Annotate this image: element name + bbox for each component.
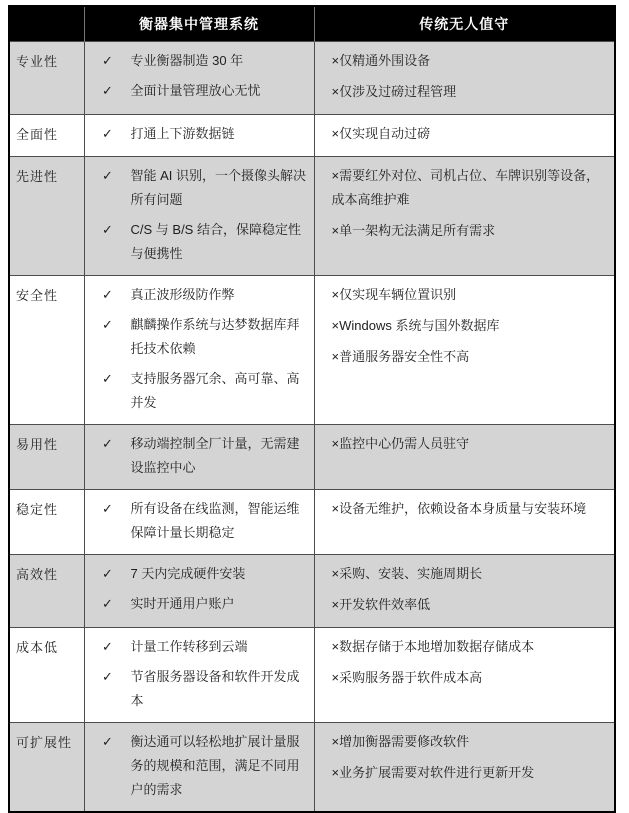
traditional-cell	[314, 424, 615, 489]
header-row	[9, 6, 615, 41]
product-cell	[84, 114, 314, 156]
product-cell	[84, 275, 314, 424]
product-cell	[84, 627, 314, 722]
traditional-item	[332, 219, 609, 243]
product-item-text: 移动端控制全厂计量，无需建设监控中心	[130, 435, 300, 475]
product-item-text: 打通上下游数据链	[130, 125, 235, 141]
product-item	[85, 122, 309, 146]
table-header	[9, 6, 615, 41]
traditional-item-text: 设备无维护，依赖设备本身质量与安装环境	[339, 500, 587, 516]
traditional-item-text: 普通服务器安全性不高	[339, 348, 470, 364]
header-cell-empty	[9, 6, 84, 41]
cross-icon: ×	[331, 317, 340, 333]
traditional-cell	[314, 156, 615, 275]
row-label: 先进性	[9, 156, 84, 275]
cross-icon: ×	[331, 733, 340, 749]
traditional-item-text: 开发软件效率低	[339, 596, 431, 612]
cross-icon: ×	[331, 565, 340, 581]
header-cell-traditional: 传统无人值守	[314, 6, 615, 41]
traditional-item	[332, 593, 609, 617]
traditional-item-text: 仅实现车辆位置识别	[339, 286, 457, 302]
product-cell	[84, 554, 314, 627]
table-row	[9, 275, 615, 424]
traditional-item-text: 仅精通外围设备	[339, 52, 431, 68]
traditional-cell	[314, 275, 615, 424]
traditional-item	[332, 345, 609, 369]
product-item-text: 专业衡器制造 30 年	[130, 52, 244, 68]
product-item	[85, 218, 309, 266]
traditional-cell	[314, 41, 615, 114]
traditional-item	[332, 730, 609, 754]
product-cell	[84, 156, 314, 275]
traditional-item	[332, 432, 609, 456]
cross-icon: ×	[331, 286, 340, 302]
traditional-item	[332, 497, 609, 521]
table-row	[9, 114, 615, 156]
product-item-text: 支持服务器冗余、高可靠、高并发	[130, 370, 300, 410]
product-item-text: 计量工作转移到云端	[130, 638, 248, 654]
table-row	[9, 41, 615, 114]
traditional-item	[332, 635, 609, 659]
check-icon: ✓	[102, 638, 113, 654]
traditional-cell	[314, 114, 615, 156]
product-item	[85, 562, 309, 586]
cross-icon: ×	[331, 596, 340, 612]
row-label: 可扩展性	[9, 722, 84, 812]
table-row	[9, 489, 615, 554]
row-label: 全面性	[9, 114, 84, 156]
row-label: 易用性	[9, 424, 84, 489]
product-item	[85, 283, 309, 307]
traditional-item-text: 数据存储于本地增加数据存储成本	[339, 638, 535, 654]
check-icon: ✓	[102, 370, 113, 386]
product-item	[85, 164, 309, 212]
traditional-item-text: 仅实现自动过磅	[339, 125, 431, 141]
traditional-item	[332, 49, 609, 73]
product-item	[85, 635, 309, 659]
table-row	[9, 554, 615, 627]
traditional-item-text: 采购服务器于软件成本高	[339, 669, 483, 685]
cross-icon: ×	[331, 348, 340, 364]
cross-icon: ×	[331, 669, 340, 685]
check-icon: ✓	[102, 565, 113, 581]
cross-icon: ×	[331, 764, 340, 780]
check-icon: ✓	[102, 52, 113, 68]
traditional-item-text: 采购、安装、实施周期长	[339, 565, 483, 581]
product-item-text: 7 天内完成硬件安装	[130, 565, 246, 581]
product-item-text: 节省服务器设备和软件开发成本	[130, 668, 300, 708]
row-label: 稳定性	[9, 489, 84, 554]
traditional-item	[332, 283, 609, 307]
product-item	[85, 730, 309, 802]
product-item	[85, 665, 309, 713]
check-icon: ✓	[102, 221, 113, 237]
cross-icon: ×	[331, 435, 340, 451]
product-item-text: 衡达通可以轻松地扩展计量服务的规模和范围，满足不同用户的需求	[130, 733, 300, 797]
product-cell	[84, 722, 314, 812]
product-item	[85, 79, 309, 103]
cross-icon: ×	[331, 638, 340, 654]
product-item-text: 智能 AI 识别，一个摄像头解决所有问题	[130, 167, 307, 207]
traditional-cell	[314, 627, 615, 722]
traditional-cell	[314, 722, 615, 812]
check-icon: ✓	[102, 595, 113, 611]
row-label: 成本低	[9, 627, 84, 722]
table-row	[9, 424, 615, 489]
traditional-item	[332, 562, 609, 586]
product-item	[85, 592, 309, 616]
traditional-item-text: 监控中心仍需人员驻守	[339, 435, 470, 451]
traditional-item-text: 仅涉及过磅过程管理	[339, 83, 457, 99]
row-label: 高效性	[9, 554, 84, 627]
product-item-text: 麒麟操作系统与达梦数据库拜托技术依赖	[130, 316, 300, 356]
traditional-item	[332, 122, 609, 146]
check-icon: ✓	[102, 167, 113, 183]
cross-icon: ×	[331, 52, 340, 68]
product-item-text: 所有设备在线监测，智能运维保障计量长期稳定	[130, 500, 300, 540]
product-item	[85, 432, 309, 480]
product-item	[85, 313, 309, 361]
traditional-item	[332, 666, 609, 690]
check-icon: ✓	[102, 286, 113, 302]
check-icon: ✓	[102, 316, 113, 332]
product-cell	[84, 424, 314, 489]
check-icon: ✓	[102, 82, 113, 98]
traditional-item	[332, 761, 609, 785]
check-icon: ✓	[102, 435, 113, 451]
row-label: 安全性	[9, 275, 84, 424]
product-cell	[84, 489, 314, 554]
cross-icon: ×	[331, 167, 340, 183]
traditional-cell	[314, 554, 615, 627]
traditional-item-text: Windows 系统与国外数据库	[339, 317, 500, 333]
traditional-cell	[314, 489, 615, 554]
comparison-table	[8, 5, 616, 813]
product-cell	[84, 41, 314, 114]
cross-icon: ×	[331, 222, 340, 238]
table-row	[9, 156, 615, 275]
cross-icon: ×	[331, 125, 340, 141]
product-item	[85, 497, 309, 545]
table-body	[9, 41, 615, 812]
traditional-item-text: 增加衡器需要修改软件	[339, 733, 470, 749]
product-item-text: 真正波形级防作弊	[130, 286, 235, 302]
product-item-text: C/S 与 B/S 结合，保障稳定性与便携性	[130, 221, 301, 261]
check-icon: ✓	[102, 500, 113, 516]
traditional-item	[332, 314, 609, 338]
check-icon: ✓	[102, 125, 113, 141]
product-item-text: 全面计量管理放心无忧	[130, 82, 261, 98]
traditional-item-text: 单一架构无法满足所有需求	[339, 222, 496, 238]
traditional-item	[332, 164, 609, 212]
row-label: 专业性	[9, 41, 84, 114]
check-icon: ✓	[102, 668, 113, 684]
product-item-text: 实时开通用户账户	[130, 595, 235, 611]
product-item	[85, 49, 309, 73]
traditional-item-text: 需要红外对位、司机占位、车牌识别等设备，成本高维护难	[331, 167, 600, 207]
traditional-item-text: 业务扩展需要对软件进行更新开发	[339, 764, 535, 780]
check-icon: ✓	[102, 733, 113, 749]
product-item	[85, 367, 309, 415]
table-row	[9, 722, 615, 812]
table-row	[9, 627, 615, 722]
header-cell-product: 衡器集中管理系统	[84, 6, 314, 41]
cross-icon: ×	[331, 500, 340, 516]
traditional-item	[332, 80, 609, 104]
cross-icon: ×	[331, 83, 340, 99]
